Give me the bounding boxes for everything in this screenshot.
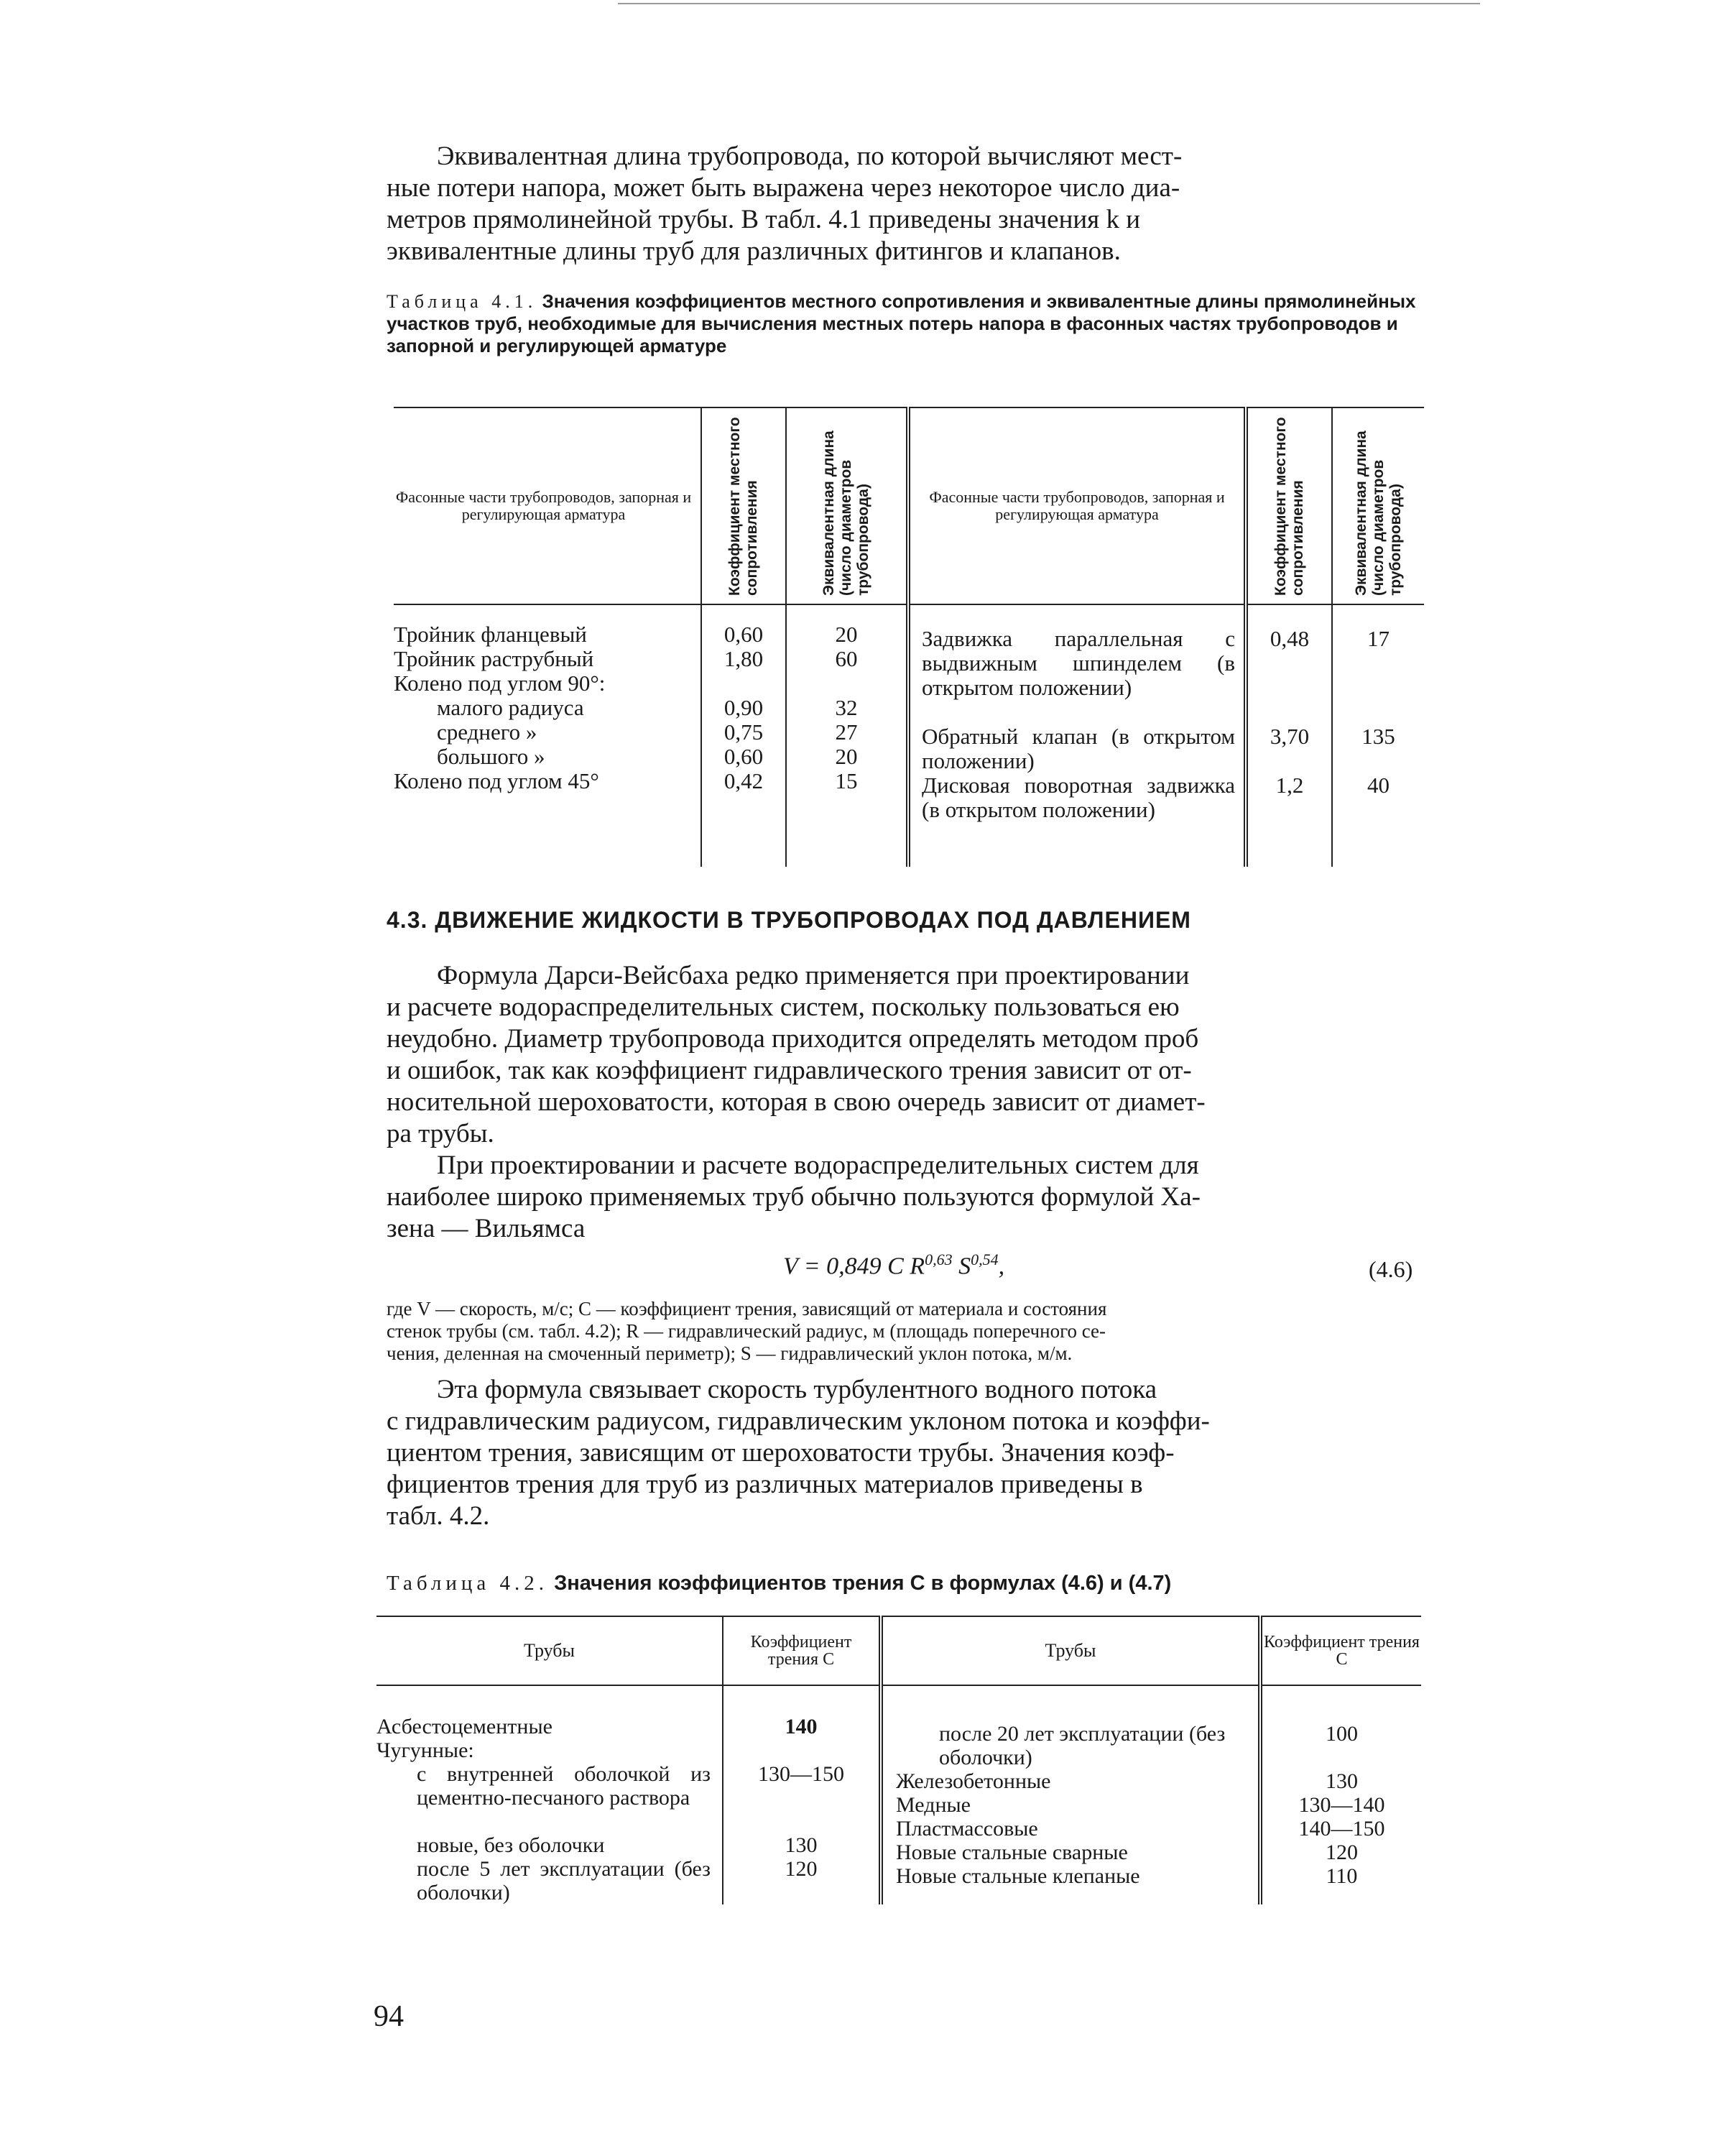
table1-header-eq: Эквивалентная длина (число диаметров трубопровода) bbox=[786, 407, 908, 604]
text-line: эквивалентные длины труб для различных фитингов и клапанов. bbox=[387, 236, 1121, 266]
formula-lhs: V = 0,849 bbox=[783, 1253, 882, 1280]
formula-s: S bbox=[958, 1253, 971, 1280]
table1-caption-text: Значения коэффициентов местного сопротивления и эквивалентные длины прямолинейных участков труб, необходимые для вычисления местных потерь напора в фасонных частях трубопроводов и запорной и регулирующей арматуре bbox=[387, 290, 1416, 356]
table1-right-names: Задвижка параллельная с выдвижным шпинделем (в открытом положении) Обратный клапан (в открытом положении) Дисковая поворотная задвижка (в открытом положении) bbox=[908, 604, 1246, 867]
text-line: стенок трубы (см. табл. 4.2); R — гидравлический радиус, м (площадь поперечного се- bbox=[387, 1320, 1106, 1342]
text-line: зена — Вильямса bbox=[387, 1214, 586, 1243]
text-line: где V — скорость, м/с; C — коэффициент трения, зависящий от материала и состояния bbox=[387, 1298, 1107, 1319]
text-line: циентом трения, зависящим от шероховатости трубы. Значения коэф- bbox=[387, 1438, 1175, 1468]
text-line: Формула Дарси-Вейсбаха редко применяется при проектировании bbox=[437, 961, 1190, 990]
table2-header-pipes: Трубы bbox=[524, 1640, 575, 1661]
text-line: чения, деленная на смоченный периметр); S — гидравлический уклон потока, м/м. bbox=[387, 1342, 1073, 1364]
text-line: ные потери напора, может быть выражена через некоторое число диа- bbox=[387, 173, 1180, 203]
table2-right-names: после 20 лет эксплуатации (без оболочки) Железобетонные Медные Пластмассовые Новые стальные сварные Новые стальные клепаные bbox=[881, 1685, 1260, 1904]
table2-body bbox=[376, 1685, 1421, 1904]
section-title: 4.3. ДВИЖЕНИЕ ЖИДКОСТИ В ТРУБОПРОВОДАХ ПОД ДАВЛЕНИЕМ bbox=[387, 907, 1191, 933]
text-line: ра трубы. bbox=[387, 1119, 494, 1148]
table1-header-eq-right: Эквивалентная длина (число диаметров трубопровода) bbox=[1332, 407, 1424, 604]
table2 bbox=[376, 1616, 1421, 1904]
formula-s-exp: 0,54 bbox=[971, 1250, 999, 1268]
top-scan-line bbox=[618, 3, 1480, 4]
page-number: 94 bbox=[374, 2000, 404, 2033]
formula-r: R bbox=[910, 1253, 925, 1280]
table1-left-eq: 20 60 32 27 20 15 bbox=[786, 604, 908, 867]
table2-caption-text: Значения коэффициентов трения C в формулах (4.6) и (4.7) bbox=[554, 1572, 1172, 1595]
text-line: Эта формула связывает скорость турбулентного водного потока bbox=[437, 1375, 1157, 1404]
table2-left-names: Асбестоцементные Чугунные: с внутренней оболочкой из цементно-песчаного раствора новые, без оболочки после 5 лет эксплуатации (без оболочки) bbox=[376, 1715, 711, 1904]
text-line: и расчете водораспределительных систем, поскольку пользоваться ею bbox=[387, 992, 1180, 1022]
text-line: При проектировании и расчете водораспределительных систем для bbox=[437, 1151, 1199, 1180]
table2-caption-label: Таблица 4.2. bbox=[387, 1572, 549, 1595]
table1-header-coef-right: Коэффициент местного сопротивления bbox=[1246, 407, 1332, 604]
formula-legend bbox=[387, 1298, 1435, 1365]
table2-header-coef-right: Коэффициент трения C bbox=[1260, 1616, 1421, 1685]
formula-number: (4.6) bbox=[1369, 1256, 1413, 1282]
paragraph-2 bbox=[387, 1150, 1421, 1245]
table2-left-coef: 140 130—150 130 120 bbox=[723, 1685, 881, 1904]
table2-right-coef: 100 130 130—140 140—150 120 110 bbox=[1260, 1685, 1421, 1904]
table1-left-names: Тройник фланцевый Тройник раструбный Колено под углом 90°: малого радиуса среднего » большого » Колено под углом 45° bbox=[394, 622, 606, 793]
text-line: табл. 4.2. bbox=[387, 1501, 490, 1531]
formula-c: C bbox=[887, 1253, 904, 1280]
text-line: Эквивалентная длина трубопровода, по которой вычисляют мест- bbox=[437, 142, 1183, 171]
table1-body bbox=[394, 604, 1424, 867]
table1-right-coef: 0,48 3,70 1,2 bbox=[1246, 604, 1332, 867]
table1-header-part-right: Фасонные части трубопроводов, запорная и регулирующая арматура bbox=[908, 407, 1246, 604]
formula-r-exp: 0,63 bbox=[925, 1250, 953, 1268]
table1-left-coef: 0,60 1,80 0,90 0,75 0,60 0,42 bbox=[701, 604, 786, 867]
table2-header-pipes-right: Трубы bbox=[881, 1616, 1260, 1685]
paragraph-1 bbox=[387, 960, 1421, 1150]
intro-paragraph bbox=[387, 141, 1421, 267]
table2-header-coef: Коэффициент трения C bbox=[723, 1616, 881, 1685]
text-line: неудобно. Диаметр трубопровода приходится определять методом проб bbox=[387, 1024, 1199, 1054]
text-line: и ошибок, так как коэффициент гидравлического трения зависит от от- bbox=[387, 1056, 1192, 1085]
text-line: наиболее широко применяемых труб обычно пользуются формулой Ха- bbox=[387, 1182, 1201, 1212]
text-line: фициентов трения для труб из различных материалов приведены в bbox=[387, 1470, 1143, 1499]
table1-header-part: Фасонные части трубопроводов, запорная и регулирующая арматура bbox=[395, 488, 692, 523]
text-line: метров прямолинейной трубы. В табл. 4.1 приведены значения k и bbox=[387, 205, 1140, 234]
table1-caption-label: Таблица 4.1. bbox=[387, 291, 537, 312]
table1-caption bbox=[387, 290, 1443, 357]
text-line: с гидравлическим радиусом, гидравлическим уклоном потока и коэффи- bbox=[387, 1406, 1210, 1436]
table1-right-eq: 17 135 40 bbox=[1332, 604, 1424, 867]
table2-caption bbox=[387, 1572, 1443, 1595]
text-line: носительной шероховатости, которая в свою очередь зависит от диамет- bbox=[387, 1087, 1206, 1117]
paragraph-3 bbox=[387, 1374, 1421, 1532]
table1-header-coef: Коэффициент местного сопротивления bbox=[701, 407, 786, 604]
table1 bbox=[394, 407, 1424, 867]
formula-hazen-williams: V = 0,849 C R$^{0,63}$ S$^{0,54}$, bbox=[783, 1250, 1005, 1280]
